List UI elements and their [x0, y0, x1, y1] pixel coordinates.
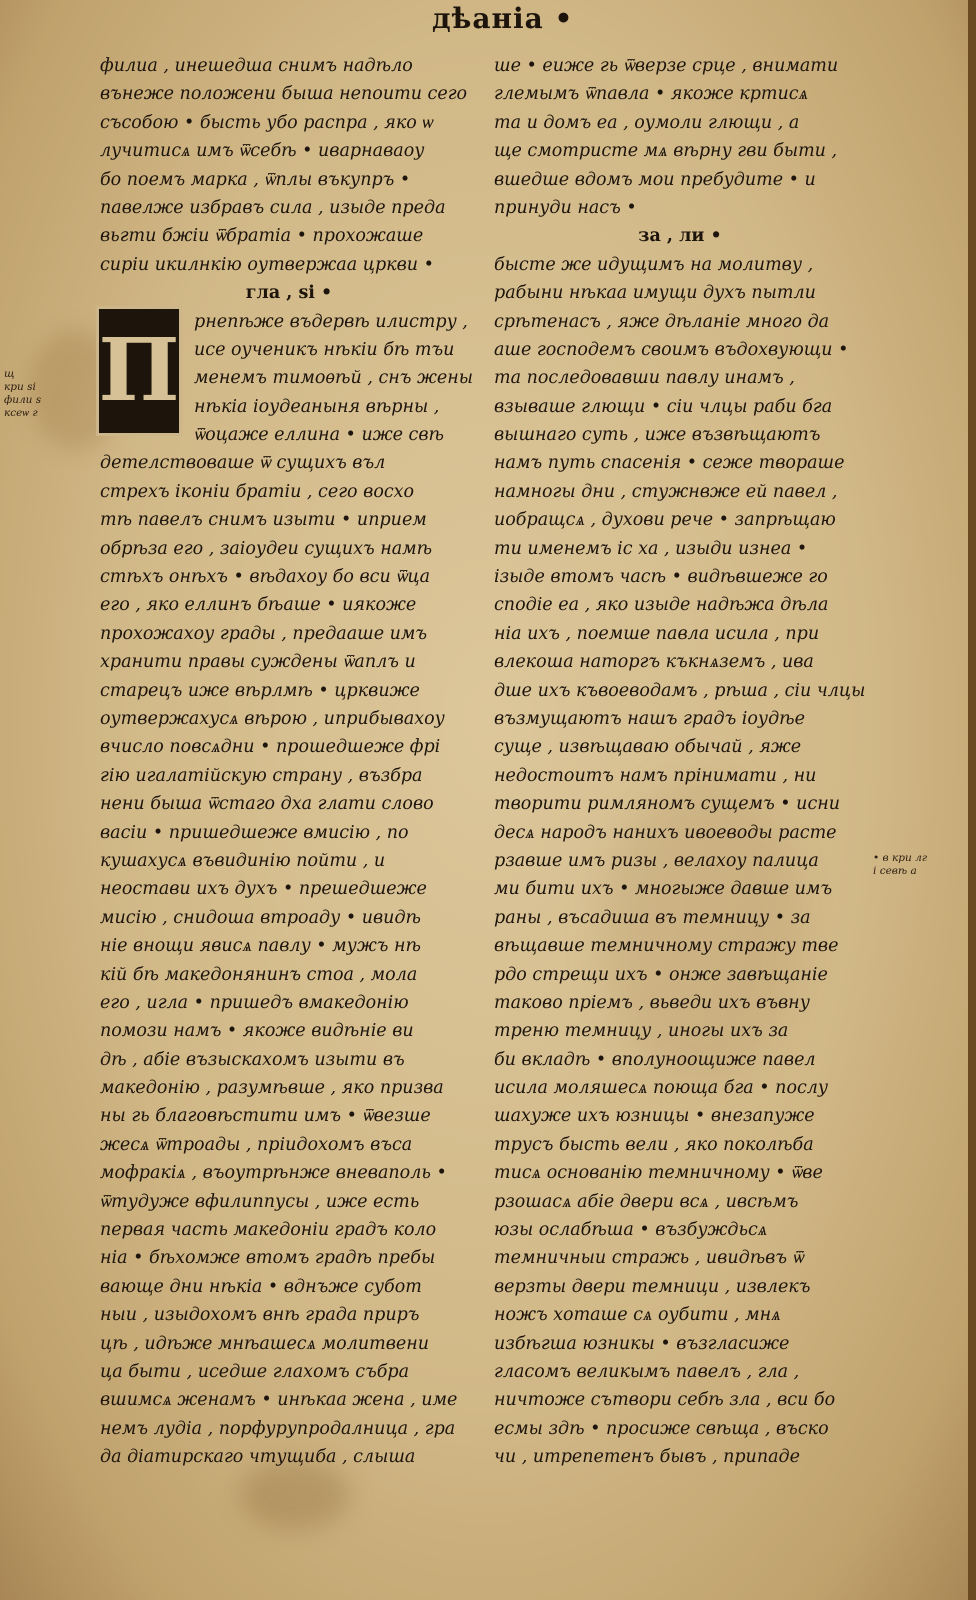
text-line: суще , извѣщаваю обычай , яже: [494, 737, 802, 758]
text-line: лучитисѧ имъ ѿсебѣ • иварнаваоу: [100, 141, 425, 162]
text-line: иобращсѧ , духови рече • запрѣщаю: [494, 510, 836, 531]
left-text-column: [100, 52, 478, 1472]
text-line: взываше глющи • сіи члцы раби бга: [494, 396, 833, 417]
text-line: чи , итрепетенъ бывъ , припаде: [494, 1447, 800, 1468]
text-line: оутвержахусѧ вѣрою , иприбывахоу: [100, 708, 445, 729]
text-line: ніа • бѣхомже втомъ градѣ пребы: [100, 1248, 436, 1269]
margin-note-right: [873, 852, 973, 878]
text-line: рзавше имъ ризы , велахоу палица: [494, 850, 819, 871]
text-line: юзы ослабѣша • възбуждьсѧ: [494, 1220, 768, 1241]
text-line: вающе дни нѣкіа • вднъже субот: [100, 1276, 422, 1297]
text-line: хранити правы суждены ѿаплъ и: [100, 652, 416, 673]
text-line: ніа ихъ , поемше павла исила , при: [494, 623, 820, 644]
text-line: стѣхъ онѣхъ • вѣдахоу бо вси ѿца: [100, 567, 431, 588]
text-line: рдо стрещи ихъ • онже завѣщаніе: [494, 964, 828, 985]
text-line: вшедше вдомъ мои пребудите • и: [494, 169, 816, 190]
text-line: таково пріемъ , вьведи ихъ въвну: [494, 992, 810, 1013]
text-line: шахуже ихъ юзницы • внезапуже: [494, 1106, 815, 1127]
text-line: недостоитъ намъ прінимати , ни: [494, 765, 817, 786]
text-line: ножъ хоташе сѧ оубити , мнѧ: [494, 1305, 781, 1326]
text-line: ще смотристе мѧ вѣрну гви быти ,: [494, 141, 838, 162]
text-line: вчисло повсѧдни • прошедшеже фрі: [100, 737, 441, 758]
text-line: гію игалатійскую страну , възбра: [100, 765, 423, 786]
text-line: аше господемъ своимъ въдохвующи •: [494, 339, 849, 360]
text-line: дше ихъ къвоеводамъ , рѣша , сіи члцы: [494, 680, 866, 701]
text-line: трусъ бысть вели , яко поколѣба: [494, 1134, 814, 1155]
text-line: ѿтудуже вфилиппусы , иже есть: [100, 1191, 420, 1212]
text-line: избѣгша юзникы • възгласиже: [494, 1333, 790, 1354]
text-line: рзошасѧ абіе двери всѧ , ивсѣмъ: [494, 1191, 799, 1212]
text-line: филиа , инешедша снимъ надѣло: [100, 56, 413, 76]
text-line: вышнаго суть , иже възвѣщаютъ: [494, 425, 821, 446]
text-line: да діатирскаго чтущиба , слыша: [100, 1447, 416, 1468]
text-line: намъ путь спасенія • сеже твораше: [494, 453, 845, 474]
text-line: обрѣза его , заіоудеи сущихъ намѣ: [100, 538, 433, 559]
margin-note-left: [4, 368, 86, 420]
text-line: васіи • пришедшеже вмисію , по: [100, 822, 409, 843]
text-line: дѣ , абіе възыскахомъ изыти въ: [100, 1049, 405, 1070]
text-line: та и домъ еа , оумоли глющи , а: [494, 112, 800, 133]
text-line: его , яко еллинъ бѣаше • иякоже: [100, 595, 417, 616]
text-line: възмущаютъ нашъ градъ іоудѣе: [494, 708, 805, 729]
margin-note-line: фили ѕ: [4, 394, 42, 406]
text-line: ізыде втомъ часѣ • видѣвшеже го: [494, 567, 828, 588]
text-line: нени быша ѿстаго дха глати слово: [100, 794, 434, 815]
text-line: ми бити ихъ • многыже давше имъ: [494, 879, 833, 900]
text-line: немъ лудіа , порфурупродалница , гра: [100, 1418, 456, 1439]
initial-letter: П: [98, 320, 180, 421]
text-line: би вкладѣ • вполуноощиже павел: [494, 1049, 816, 1070]
text-line: ѿоцаже еллина • иже свѣ: [194, 425, 444, 446]
text-line: неостави ихъ духъ • прешедшеже: [100, 879, 427, 900]
text-line: вѣщавше темничному стражу тве: [494, 936, 839, 957]
text-line: вънеже положени быша непоити сего: [100, 84, 468, 105]
text-line: верзты двери темници , извлекъ: [494, 1276, 811, 1297]
text-line: кушахусѧ въвидинію пойти , и: [100, 850, 386, 871]
margin-note-line: кри ѕі: [4, 381, 36, 393]
text-line: треню темницу , иногы ихъ за: [494, 1021, 789, 1042]
text-line: ше • еиже гь ѿверзе срце , внимати: [494, 56, 839, 76]
text-line: бысте же идущимъ на молитву ,: [494, 254, 814, 275]
text-line: исила моляшесѧ поюща бга • послу: [494, 1078, 829, 1099]
text-line: стрехъ іконіи братіи , сего восхо: [100, 481, 415, 502]
page-edge: [968, 0, 976, 1600]
text-line: раны , въсадиша въ темницу • за: [494, 907, 811, 928]
margin-note-line: щ: [4, 368, 15, 380]
text-line: менемъ тимоѳѣй , снъ жены: [194, 368, 474, 389]
text-line: срѣтенасъ , яже дѣланіе много да: [494, 311, 830, 332]
text-line: ти именемъ іс ха , изыди изнеа •: [494, 538, 808, 559]
chapter-heading: за , ли •: [638, 226, 722, 247]
text-line: помози намъ • якоже видѣніе ви: [100, 1021, 414, 1042]
text-line: ничтоже сътвори себѣ зла , вси бо: [494, 1390, 836, 1411]
text-line: тисѧ основанію темничному • ѿве: [494, 1163, 823, 1184]
text-line: намногы дни , стужнвже ей павел ,: [494, 481, 838, 502]
text-line: кій бѣ македонянинъ стоа , мола: [100, 964, 418, 985]
text-line: вьгти бжіи ѿбратіа • прохожаше: [100, 226, 424, 247]
text-line: мисію , снидоша втроаду • ивидѣ: [100, 907, 421, 928]
text-line: глемымъ ѿпавла • якоже кртисѧ: [494, 84, 809, 105]
text-line: павелже избравъ сила , изыде преда: [100, 197, 446, 218]
text-line: ны гь благовѣстити имъ • ѿвезше: [100, 1106, 431, 1127]
margin-note-line: і севѣ а: [873, 865, 917, 877]
text-line: исе оученикъ нѣкіи бѣ тъи: [194, 339, 455, 360]
text-line: его , игла • пришедъ вмакедонію: [100, 992, 409, 1013]
text-line: нѣкіа іоудеаныня вѣрны ,: [194, 396, 440, 417]
text-line: гласомъ великымъ павелъ , гла ,: [494, 1361, 800, 1382]
text-line: та последовавши павлу инамъ ,: [494, 368, 795, 389]
text-line: вшимсѧ женамъ • инѣкаа жена , име: [100, 1390, 458, 1411]
text-line: тѣ павелъ снимъ изыти • иприем: [100, 510, 427, 531]
right-text-column: [494, 52, 866, 1472]
text-line: жесѧ ѿтроады , пріидохомъ въса: [100, 1134, 413, 1155]
text-line: рабыни нѣкаа имущи духъ пытли: [494, 283, 816, 304]
text-line: старецъ иже вѣрлмѣ • црквиже: [100, 680, 420, 701]
text-line: цѣ , идѣже мнѣашесѧ молитвени: [100, 1333, 430, 1354]
text-line: есмы здѣ • просиже свѣща , въско: [494, 1418, 829, 1439]
text-line: рнепѣже въдервѣ илистру ,: [194, 311, 468, 332]
text-line: десѧ народъ нанихъ ивоеводы расте: [494, 822, 837, 843]
text-line: ніе внощи явисѧ павлу • мужъ нѣ: [100, 936, 421, 957]
text-line: темничныи стражь , ивидѣвъ ѿ: [494, 1248, 804, 1269]
text-line: сиріи икилнкію оутвержаа цркви •: [100, 254, 434, 275]
text-line: ныи , изыдохомъ внѣ града приръ: [100, 1305, 420, 1326]
text-line: влекоша наторгъ къкнѧземъ , ива: [494, 652, 814, 673]
text-line: мофракіѧ , въоутрѣнже вневаполь •: [100, 1163, 447, 1184]
margin-note-line: • в кри лг: [873, 852, 928, 864]
page-header: дѣаніа •: [432, 2, 574, 35]
text-line: детелствоваше ѿ сущихъ въл: [100, 453, 386, 474]
text-line: македонію , разумѣвше , яко призва: [100, 1078, 444, 1099]
text-line: первая часть македоніи градъ коло: [100, 1220, 437, 1241]
text-line: ца быти , иседше глахомъ събра: [100, 1361, 410, 1382]
margin-note-line: ксеѡ г: [4, 407, 38, 419]
text-line: бо поемъ марка , ѿплы въкупръ •: [100, 169, 411, 190]
text-line: принуди насъ •: [494, 197, 637, 218]
text-line: прохожахоу грады , предааше имъ: [100, 623, 428, 644]
text-line: съсобою • бысть убо распра , яко ѡ: [100, 112, 434, 133]
text-line: сподіе еа , яко изыде надѣжа дѣла: [494, 595, 829, 616]
text-line: творити римляномъ сущемъ • исни: [494, 794, 841, 815]
chapter-heading: гла , ѕі •: [245, 283, 333, 304]
